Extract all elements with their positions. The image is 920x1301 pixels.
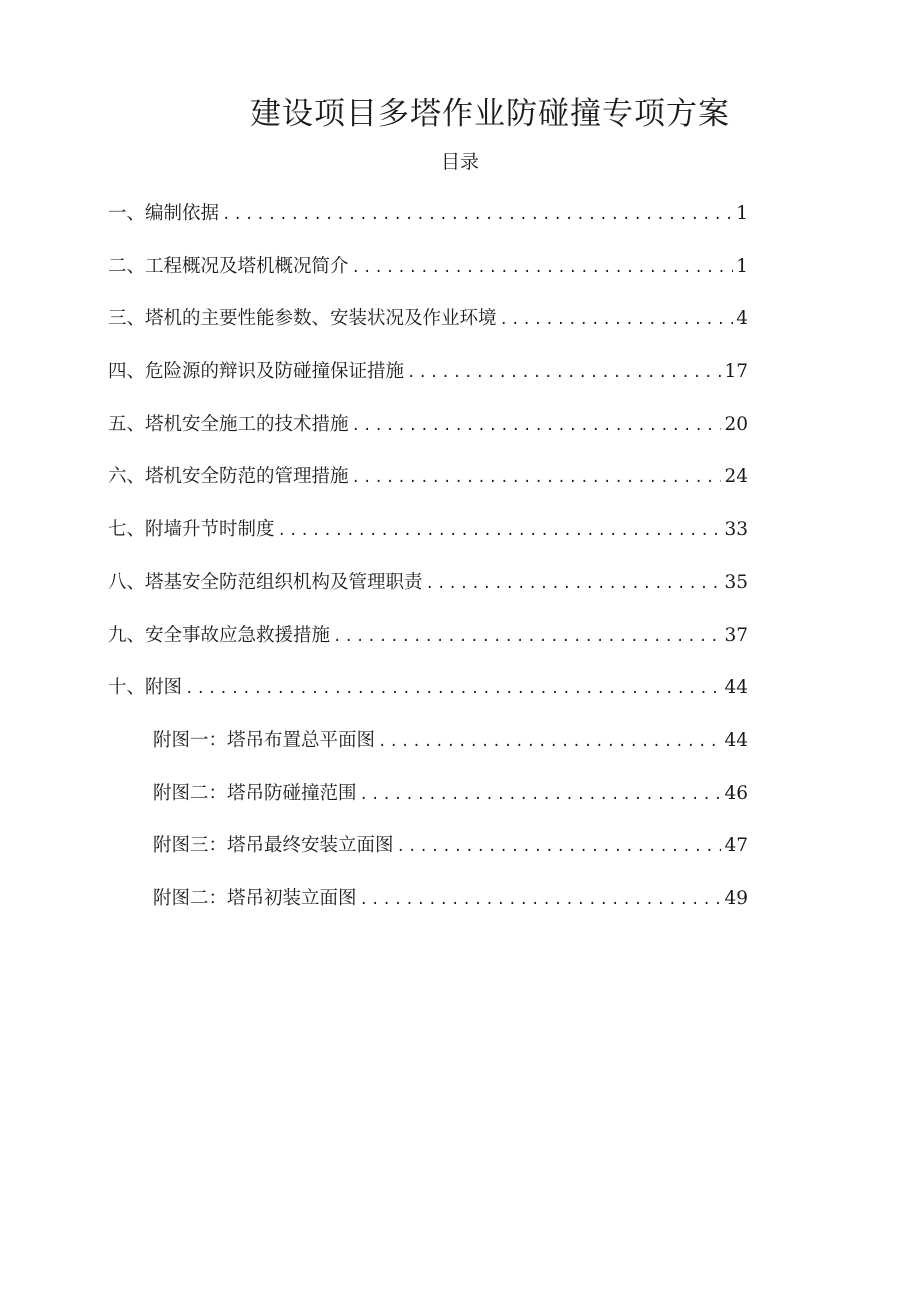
toc-entry[interactable] — [108, 405, 748, 458]
toc-entry-label: 十、附图 — [108, 677, 183, 699]
toc-entry[interactable] — [108, 616, 748, 669]
toc-dot-leader — [352, 248, 734, 288]
toc-entry-page-number: 24 — [724, 466, 748, 488]
toc-entry-label: 附图一：塔吊布置总平面图 — [153, 729, 376, 751]
toc-entry-page-number: 37 — [724, 624, 748, 646]
toc-entry-label: 附图二：塔吊初装立面图 — [153, 887, 357, 909]
toc-entry-page-number: 1 — [736, 255, 748, 277]
table-of-contents — [108, 194, 748, 932]
toc-entry-label: 一、编制依据 — [108, 203, 220, 224]
toc-entry[interactable] — [108, 510, 748, 563]
toc-entry-label: 二、工程概况及塔机概况简介 — [108, 255, 349, 277]
toc-dot-leader — [278, 511, 722, 551]
toc-entry-page-number: 1 — [736, 203, 748, 224]
toc-dot-leader — [407, 353, 721, 393]
toc-entry[interactable] — [108, 194, 748, 247]
toc-entry[interactable] — [108, 668, 748, 721]
toc-entry-page-number: 17 — [724, 361, 748, 383]
toc-entry-label: 附图二：塔吊防碰撞范围 — [153, 782, 357, 804]
toc-heading: 目录 — [440, 151, 479, 173]
toc-entry-label: 七、附墙升节时制度 — [108, 519, 275, 541]
toc-entry[interactable] — [108, 721, 748, 774]
toc-entry-page-number: 46 — [724, 782, 748, 804]
toc-entry-page-number: 4 — [736, 308, 748, 330]
toc-dot-leader — [378, 722, 721, 762]
toc-entry-label: 附图三：塔吊最终安装立面图 — [153, 835, 394, 857]
toc-entry[interactable] — [108, 826, 748, 879]
toc-entry-label: 八、塔基安全防范组织机构及管理职责 — [108, 571, 423, 593]
toc-entry-label: 九、安全事故应急救援措施 — [108, 624, 331, 646]
toc-entry-page-number: 33 — [724, 519, 748, 541]
toc-dot-leader — [185, 669, 721, 709]
toc-entry-page-number: 44 — [724, 729, 748, 751]
toc-entry-label: 六、塔机安全防范的管理措施 — [108, 466, 349, 488]
toc-entry[interactable] — [108, 563, 748, 616]
toc-entry[interactable] — [108, 299, 748, 352]
toc-entry[interactable] — [108, 352, 748, 405]
toc-entry[interactable] — [108, 247, 748, 300]
toc-dot-leader — [397, 827, 722, 867]
toc-entry-page-number: 47 — [724, 835, 748, 857]
toc-entry-label: 五、塔机安全施工的技术措施 — [108, 413, 349, 435]
toc-entry-page-number: 35 — [724, 571, 748, 593]
toc-entry-label: 三、塔机的主要性能参数、安装状况及作业环境 — [108, 308, 497, 330]
toc-entry[interactable] — [108, 457, 748, 510]
toc-entry-label: 四、危险源的辩识及防碰撞保证措施 — [108, 361, 405, 383]
toc-dot-leader — [222, 195, 733, 235]
toc-dot-leader — [500, 300, 734, 340]
toc-entry[interactable] — [108, 879, 748, 932]
toc-entry-page-number: 20 — [724, 413, 748, 435]
toc-entry-page-number: 49 — [724, 887, 748, 909]
toc-dot-leader — [352, 458, 722, 498]
toc-entry[interactable] — [108, 774, 748, 827]
toc-entry-page-number: 44 — [724, 677, 748, 699]
toc-dot-leader — [352, 406, 722, 446]
toc-dot-leader — [333, 617, 721, 657]
toc-dot-leader — [360, 775, 722, 815]
document-title: 建设项目多塔作业防碰撞专项方案 — [250, 96, 730, 132]
toc-dot-leader — [426, 564, 722, 604]
toc-dot-leader — [360, 880, 722, 920]
